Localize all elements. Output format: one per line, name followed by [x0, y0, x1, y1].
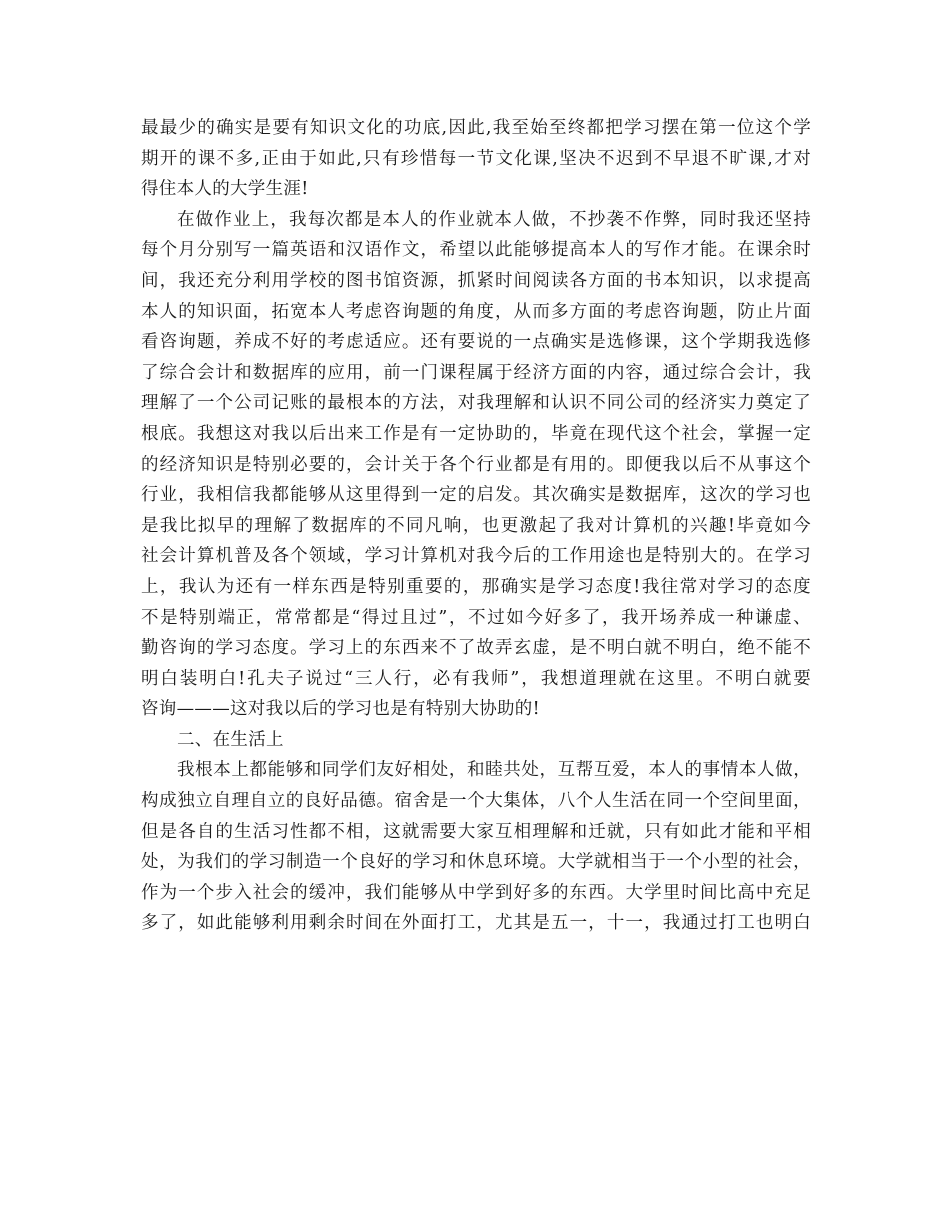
text-line: 最最少的确实是要有知识文化的功底,因此,我至始至终都把学习摆在第一位这个学 [141, 118, 811, 138]
text-line: 明白装明白!孔夫子说过“三人行，必有我师”，我想道理就在这里。不明白就要 [141, 668, 811, 689]
text-line: 了综合会计和数据库的应用，前一门课程属于经济方面的内容，通过综合会计，我 [141, 362, 811, 383]
text-line: 咨询———这对我以后的学习也是有特别大协助的! [141, 699, 540, 720]
text-line: 处，为我们的学习制造一个良好的学习和休息环境。大学就相当于一个小型的社会， [141, 852, 811, 873]
text-line: 根底。我想这对我以后出来工作是有一定协助的，毕竟在现代这个社会，掌握一定 [141, 423, 811, 444]
paragraph-first-line: 我根本上都能够和同学们友好相处，和睦共处，互帮互爱，本人的事情本人做， [177, 760, 811, 781]
text-line: 构成独立自理自立的良好品德。宿舍是一个大集体，八个人生活在同一个空间里面， [141, 791, 811, 812]
text-line: 得住本人的大学生涯! [141, 179, 309, 200]
paragraph-first-line: 在做作业上，我每次都是本人的作业就本人做，不抄袭不作弊，同时我还坚持 [177, 209, 811, 230]
text-line: 理解了一个公司记账的最根本的方法，对我理解和认识不同公司的经济实力奠定了 [141, 393, 811, 414]
text-line: 作为一个步入社会的缓冲，我们能够从中学到好多的东西。大学里时间比高中充足 [141, 882, 811, 903]
text-line: 本人的知识面，拓宽本人考虑咨询题的角度，从而多方面的考虑咨询题，防止片面 [141, 301, 811, 322]
text-line: 但是各自的生活习性都不相，这就需要大家互相理解和迁就，只有如此才能和平相 [141, 821, 811, 842]
text-line: 勤咨询的学习态度。学习上的东西来不了故弄玄虚，是不明白就不明白，绝不能不 [141, 638, 811, 659]
text-line: 期开的课不多,正由于如此,只有珍惜每一节文化课,坚决不迟到不早退不旷课,才对 [141, 148, 811, 169]
text-line: 每个月分别写一篇英语和汉语作文，希望以此能够提高本人的写作才能。在课余时 [141, 240, 811, 261]
text-line: 多了，如此能够利用剩余时间在外面打工，尤其是五一，十一，我通过打工也明白 [141, 913, 811, 934]
text-line: 看咨询题，养成不好的考虑适应。还有要说的一点确实是选修课，这个学期我选修 [141, 332, 811, 353]
text-line: 上，我认为还有一样东西是特别重要的，那确实是学习态度!我往常对学习的态度 [141, 576, 811, 597]
text-line: 是我比拟早的理解了数据库的不同凡响，也更激起了我对计算机的兴趣!毕竟如今 [141, 515, 811, 536]
text-line: 不是特别端正，常常都是“得过且过”，不过如今好多了，我开场养成一种谦虚、 [141, 607, 811, 628]
text-line: 的经济知识是特别必要的，会计关于各个行业都是有用的。即便我以后不从事这个 [141, 454, 811, 475]
text-line: 行业，我相信我都能够从这里得到一定的启发。其次确实是数据库，这次的学习也 [141, 485, 811, 506]
text-line: 社会计算机普及各个领域，学习计算机对我今后的工作用途也是特别大的。在学习 [141, 546, 811, 567]
section-heading: 二、在生活上 [177, 729, 284, 750]
document-body [141, 113, 811, 939]
text-line: 间，我还充分利用学校的图书馆资源，抓紧时间阅读各方面的书本知识，以求提高 [141, 270, 811, 291]
